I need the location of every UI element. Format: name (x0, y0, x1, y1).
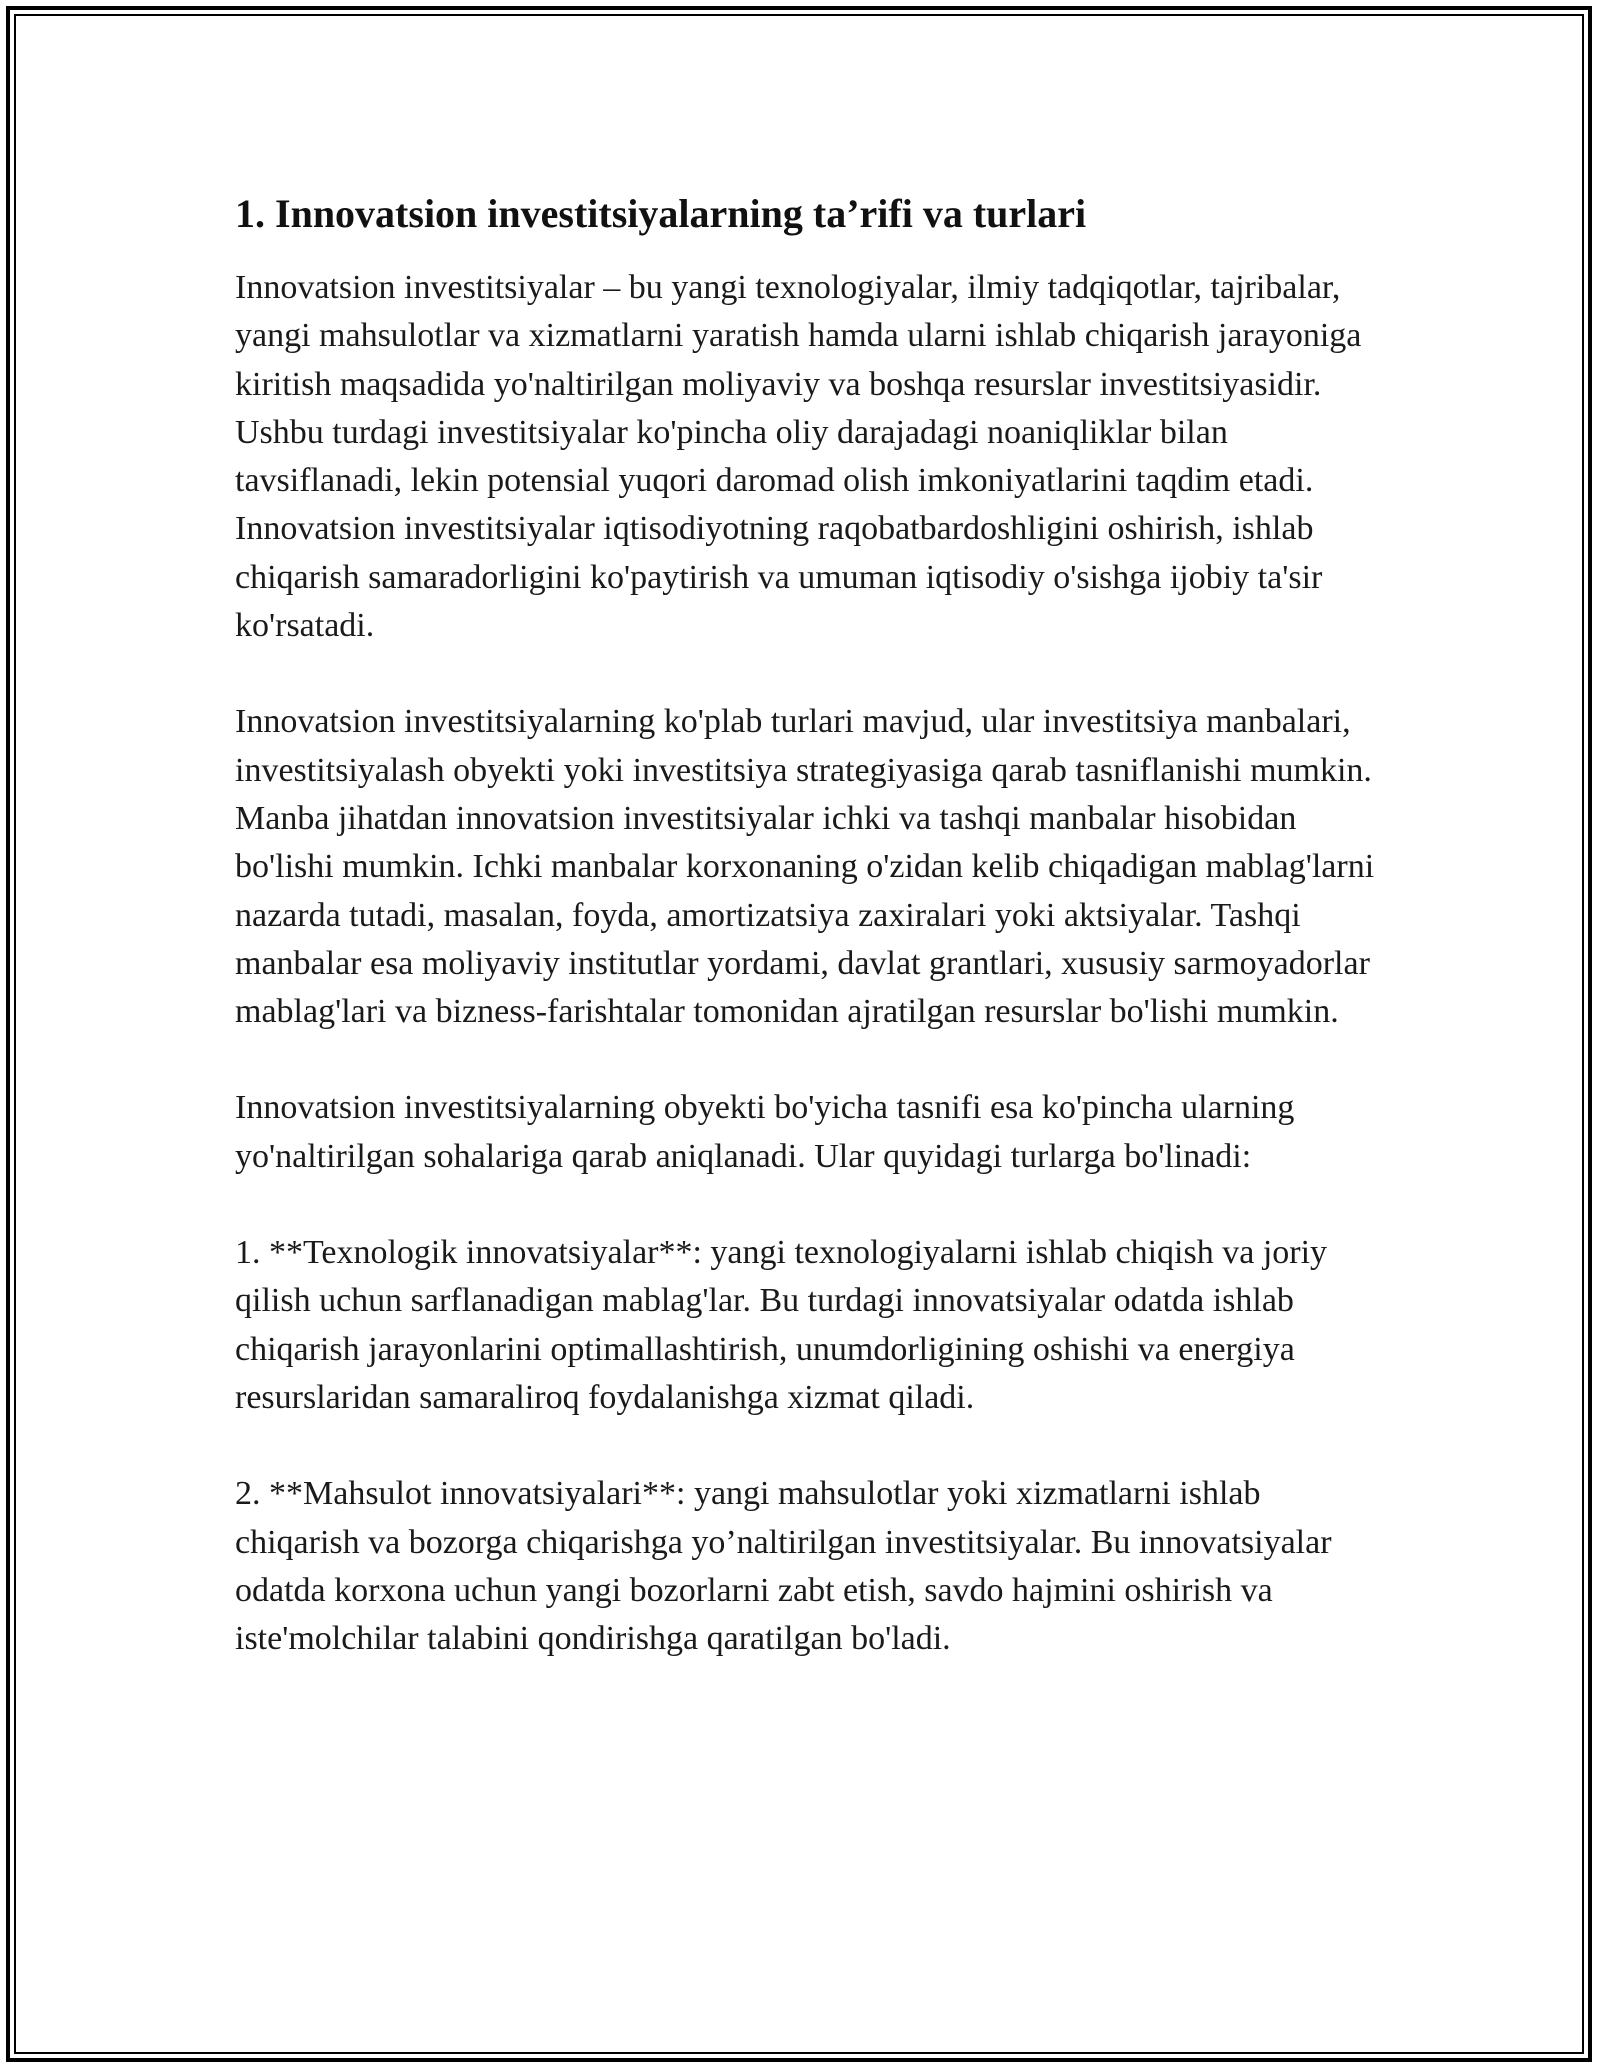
paragraph-object-classification: Innovatsion investitsiyalarning obyekti bo'yicha tasnifi esa ko'pincha ularning yo'naltirilgan sohalariga qarab aniqlanadi. Ular quyidagi turlarga bo'linadi: (235, 1089, 1295, 1175)
paragraph-definition: Innovatsion investitsiyalar – bu yangi texnologiyalar, ilmiy tadqiqotlar, tajribalar, yangi mahsulotlar va xizmatlarni yaratish hamda ularni ishlab chiqarish jarayoniga kiritish maqsadida yo'naltirilgan moliyaviy va boshqa resurslar investitsiyasidir. Ushbu turdagi investitsiyalar ko'pincha oliy darajadagi noaniqliklar bilan tavsiflanadi, lekin potensial yuqori daromad olish imkoniyatlarini taqdim etadi. Innovatsion investitsiyalar iqtisodiyotning raqobatbardoshligini oshirish, ishlab chiqarish samaradorligini ko'paytirish va umuman iqtisodiy o'sishga ijobiy ta'sir ko'rsatadi. (235, 269, 1362, 645)
section-heading: 1. Innovatsion investitsiyalarning ta’rifi va turlari (235, 191, 1087, 236)
document-body (235, 184, 1385, 1711)
paragraph-sources: Innovatsion investitsiyalarning ko'plab turlari mavjud, ular investitsiya manbalari, investitsiyalash obyekti yoki investitsiya strategiyasiga qarab tasniflanishi mumkin. Manba jihatdan innovatsion investitsiyalar ichki va tashqi manbalar hisobidan bo'lishi mumkin. Ichki manbalar korxonaning o'zidan kelib chiqadigan mablag'larni nazarda tutadi, masalan, foyda, amortizatsiya zaxiralari yoki aktsiyalar. Tashqi manbalar esa moliyaviy institutlar yordami, davlat grantlari, xususiy sarmoyadorlar mablag'lari va bizness-farishtalar tomonidan ajratilgan resurslar bo'lishi mumkin. (235, 703, 1375, 1031)
list-item-product: 2. **Mahsulot innovatsiyalari**: yangi mahsulotlar yoki xizmatlarni ishlab chiqarish va bozorga chiqarishga yo’naltirilgan investitsiyalar. Bu innovatsiyalar odatda korxona uchun yangi bozorlarni zabt etish, savdo hajmini oshirish va iste'molchilar talabini qondirishga qaratilgan bo'ladi. (235, 1475, 1332, 1658)
list-item-technological: 1. **Texnologik innovatsiyalar**: yangi texnologiyalarni ishlab chiqish va joriy qilish uchun sarflanadigan mablag'lar. Bu turdagi innovatsiyalar odatda ishlab chiqarish jarayonlarini optimallashtirish, unumdorligining oshishi va energiya resurslaridan samaraliroq foydalanishga xizmat qiladi. (235, 1234, 1328, 1416)
